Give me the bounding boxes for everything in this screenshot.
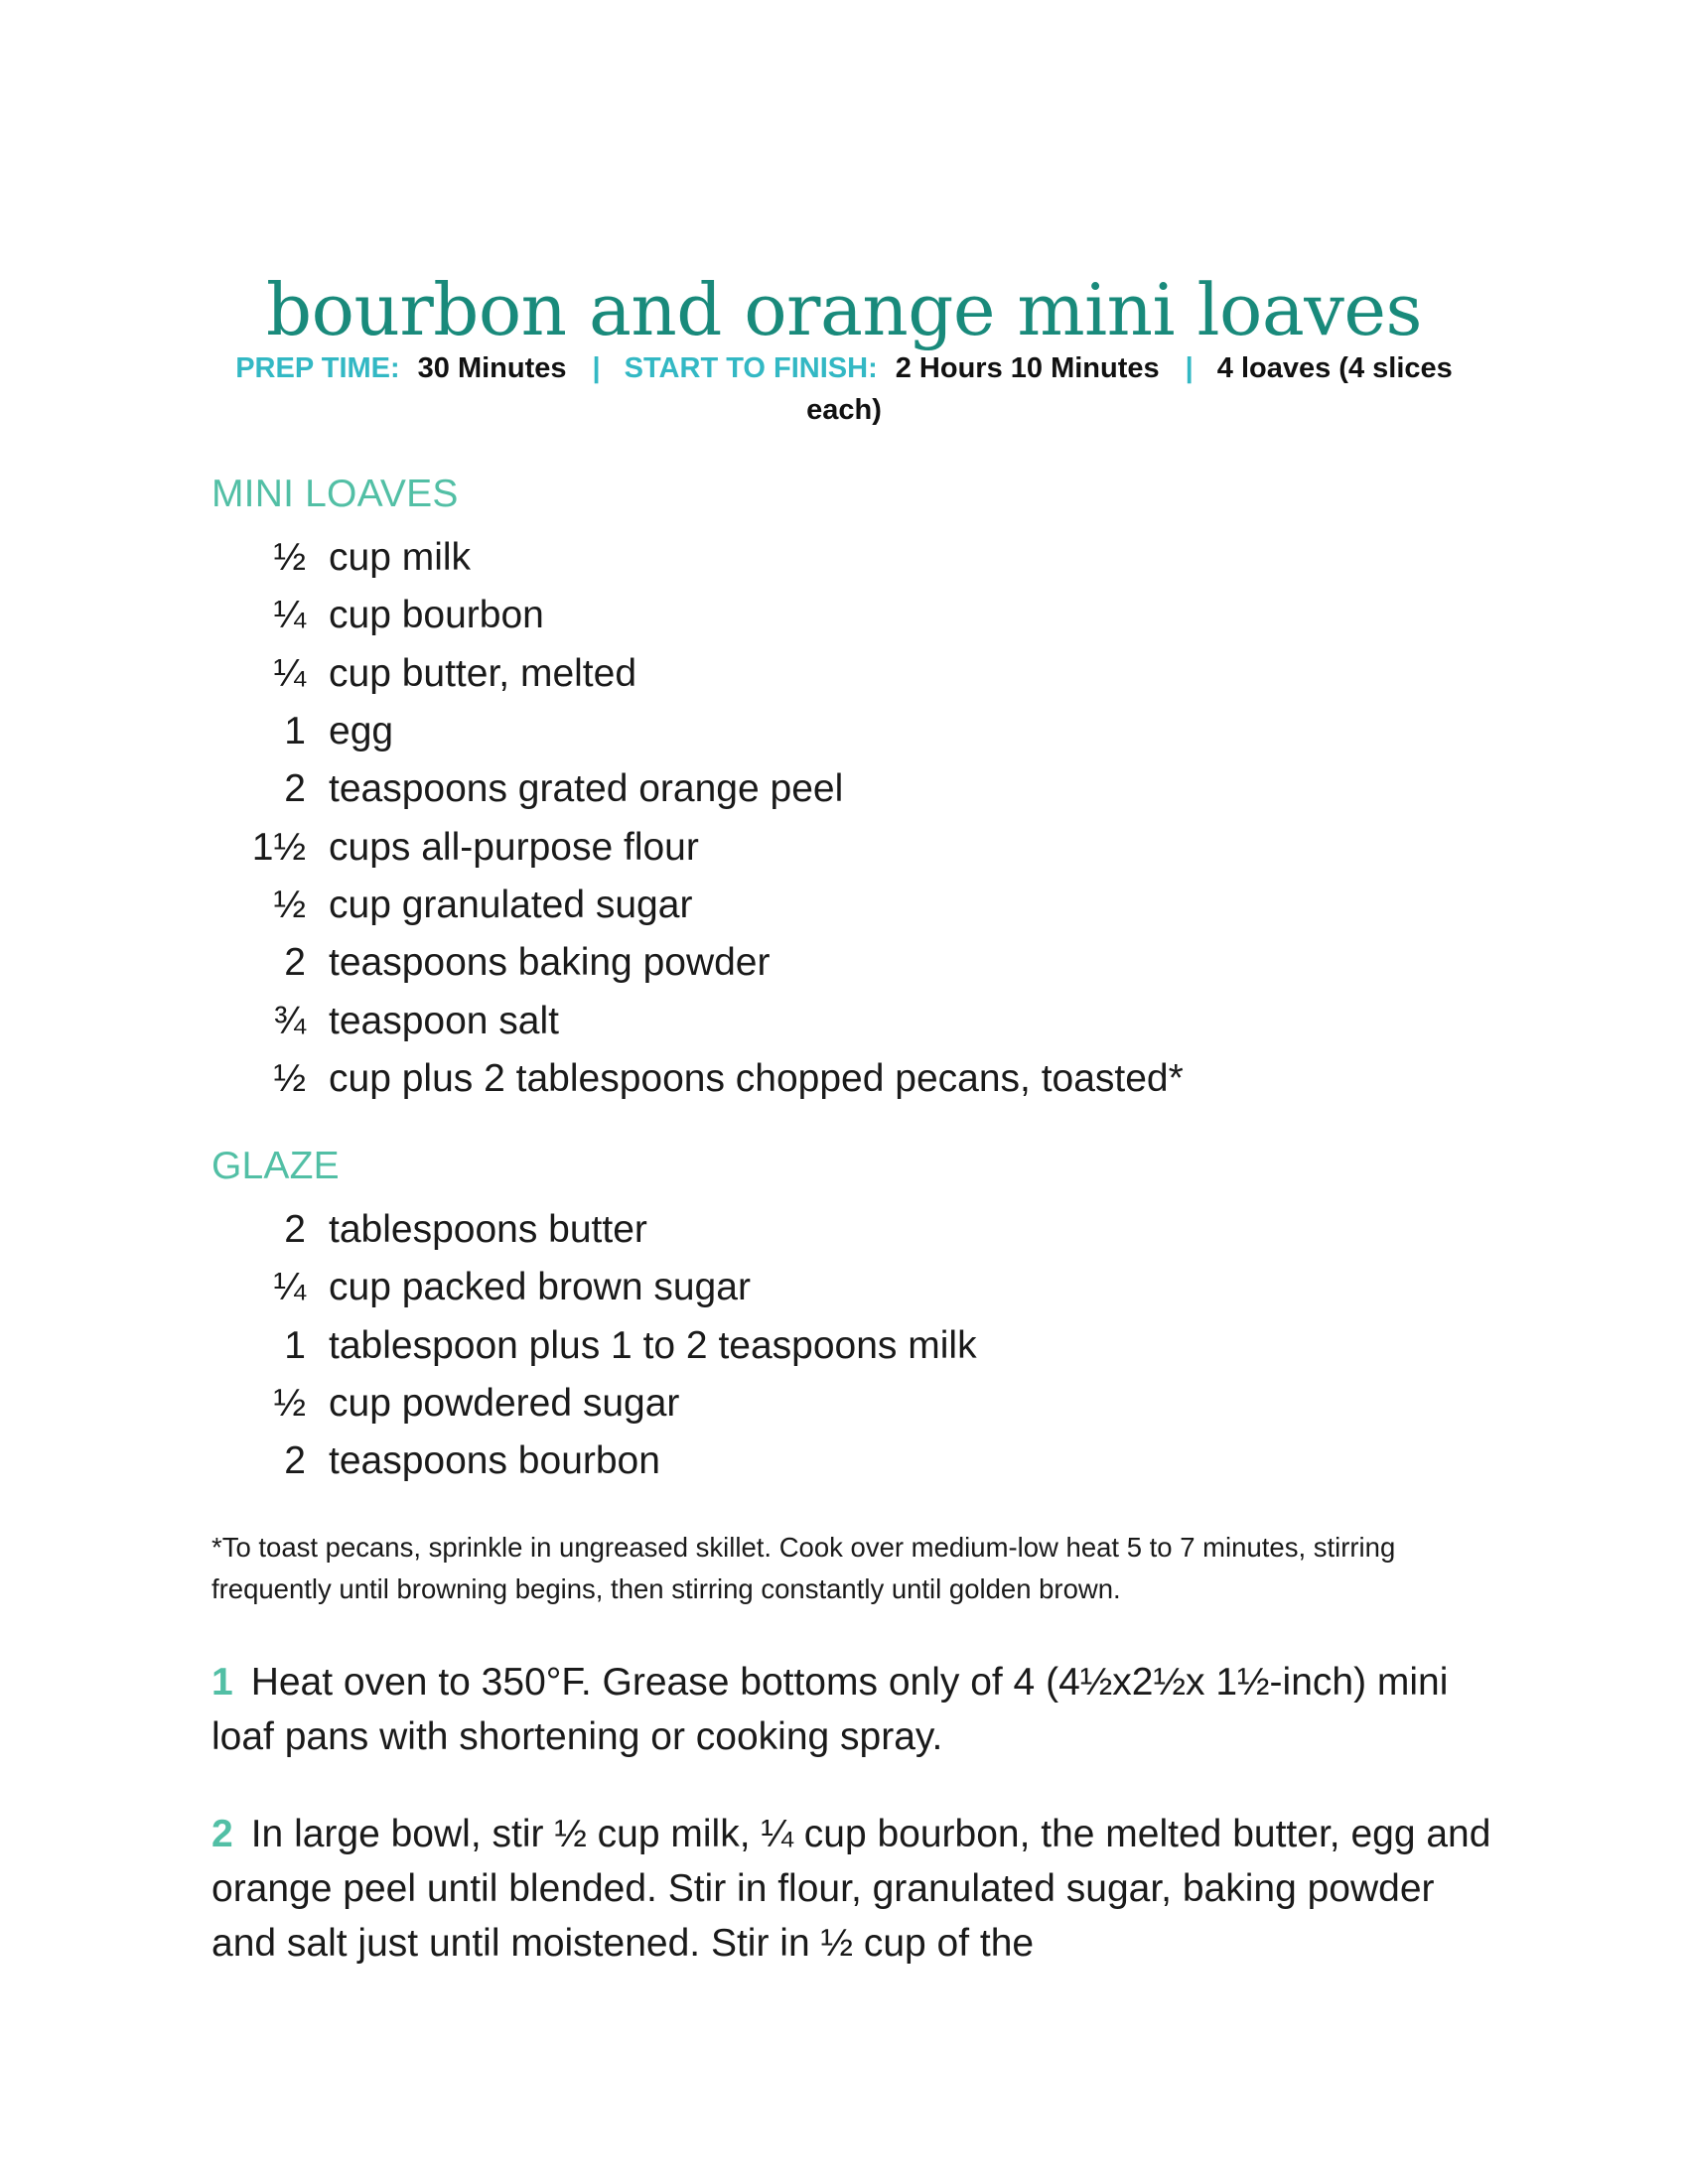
section-heading-mini-loaves: MINI LOAVES xyxy=(211,473,459,515)
ingredient-qty: ½ xyxy=(273,1382,306,1426)
ingredient-qty: ½ xyxy=(273,883,306,926)
ingredient-qty: ½ xyxy=(273,1056,306,1100)
ingredient-text: egg xyxy=(329,710,394,753)
recipe-title: bourbon and orange mini loaves xyxy=(266,268,1422,352)
ingredient-text: teaspoons baking powder xyxy=(329,941,771,985)
ingredient-qty: 2 xyxy=(284,1208,306,1252)
ingredient-text: teaspoons bourbon xyxy=(329,1439,660,1483)
ingredient-qty: 2 xyxy=(284,941,306,985)
instruction-step xyxy=(211,1655,1492,1764)
toasting-footnote: *To toast pecans, sprinkle in ungreased skillet. Cook over medium-low heat 5 to 7 minutes, stirring frequently until browning begins, then stirring constantly until golden brown. xyxy=(211,1532,1396,1604)
ingredient-item xyxy=(211,818,1184,876)
meta-separator: | xyxy=(592,352,601,384)
ingredient-qty: ¼ xyxy=(273,594,306,637)
ingredient-qty: ¼ xyxy=(273,1266,306,1309)
ingredient-item xyxy=(211,934,1184,992)
prep-time-label: PREP TIME: xyxy=(235,352,400,384)
ingredient-list-mini-loaves xyxy=(211,529,1184,1108)
ingredient-item xyxy=(211,1317,977,1375)
servings-value: 4 loaves (4 slices each) xyxy=(806,352,1453,426)
ingredient-item xyxy=(211,529,1184,587)
instruction-step xyxy=(211,1807,1492,1971)
ingredient-text: cups all-purpose flour xyxy=(329,825,699,869)
ingredient-text: cup milk xyxy=(329,536,472,580)
ingredient-item xyxy=(211,703,1184,760)
ingredient-text: cup granulated sugar xyxy=(329,883,693,926)
step-text: Heat oven to 350°F. Grease bottoms only of 4 (4½x2½x 1½-inch) mini loaf pans with shortening or cooking spray. xyxy=(211,1661,1449,1758)
ingredient-item xyxy=(211,1375,977,1433)
ingredient-item xyxy=(211,1050,1184,1108)
ingredient-qty: 2 xyxy=(284,767,306,811)
ingredient-text: tablespoon plus 1 to 2 teaspoons milk xyxy=(329,1323,977,1367)
ingredient-item xyxy=(211,992,1184,1049)
ingredient-qty: 1 xyxy=(284,1323,306,1367)
ingredient-text: tablespoons butter xyxy=(329,1208,647,1252)
ingredient-qty: ¾ xyxy=(273,999,306,1042)
ingredient-qty: 1 xyxy=(284,710,306,753)
ingredient-qty: ¼ xyxy=(273,651,306,695)
start-to-finish-value: 2 Hours 10 Minutes xyxy=(895,352,1160,384)
prep-time-value: 30 Minutes xyxy=(417,352,567,384)
step-number: 1 xyxy=(211,1661,233,1704)
ingredient-list-glaze xyxy=(211,1201,977,1490)
ingredient-text: teaspoons grated orange peel xyxy=(329,767,844,811)
ingredient-text: cup butter, melted xyxy=(329,651,637,695)
ingredient-item xyxy=(211,760,1184,818)
ingredient-item xyxy=(211,1433,977,1490)
ingredient-text: cup bourbon xyxy=(329,594,544,637)
ingredient-item xyxy=(211,877,1184,934)
section-heading-glaze: GLAZE xyxy=(211,1145,340,1187)
step-number: 2 xyxy=(211,1813,233,1855)
start-to-finish-label: START TO FINISH: xyxy=(624,352,878,384)
ingredient-text: cup powdered sugar xyxy=(329,1382,680,1426)
ingredient-qty: 2 xyxy=(284,1439,306,1483)
ingredient-text: teaspoon salt xyxy=(329,999,560,1042)
ingredient-item xyxy=(211,1201,977,1259)
recipe-meta xyxy=(211,347,1477,431)
ingredient-text: cup packed brown sugar xyxy=(329,1266,751,1309)
ingredient-qty: 1½ xyxy=(251,825,306,869)
step-text: In large bowl, stir ½ cup milk, ¼ cup bourbon, the melted butter, egg and orange peel until blended. Stir in flour, granulated sugar, baking powder and salt just until moistened. Stir in ½ cup of the xyxy=(211,1813,1491,1965)
ingredient-item xyxy=(211,645,1184,703)
ingredient-qty: ½ xyxy=(273,536,306,580)
meta-separator: | xyxy=(1185,352,1194,384)
ingredient-text: cup plus 2 tablespoons chopped pecans, toasted* xyxy=(329,1056,1184,1100)
ingredient-item xyxy=(211,1259,977,1316)
ingredient-item xyxy=(211,587,1184,644)
